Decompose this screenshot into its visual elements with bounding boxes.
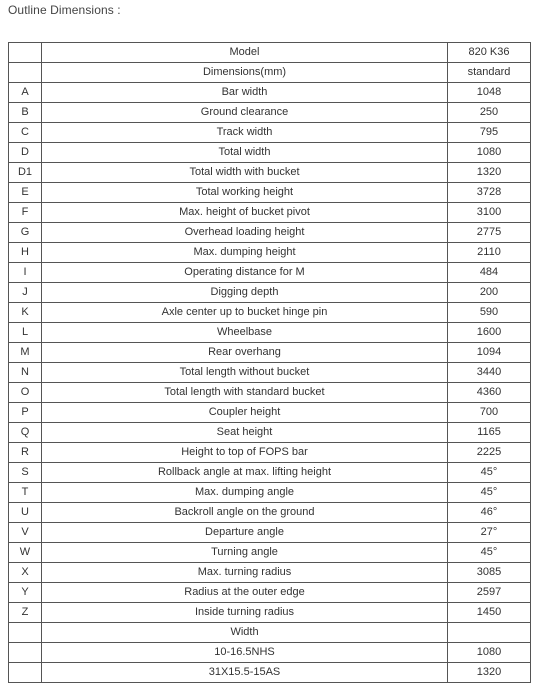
table-header-row bbox=[9, 63, 531, 83]
width-section-row bbox=[9, 623, 531, 643]
row-label-cell: Total length without bucket bbox=[42, 363, 448, 383]
row-code-cell: Z bbox=[9, 603, 42, 623]
row-value-cell: 700 bbox=[448, 403, 531, 423]
row-label-cell: 31X15.5-15AS bbox=[42, 663, 448, 683]
row-code-cell: Q bbox=[9, 423, 42, 443]
row-code-cell bbox=[9, 63, 42, 83]
row-code-cell: G bbox=[9, 223, 42, 243]
row-label-cell: Model bbox=[42, 43, 448, 63]
row-value-cell: 1048 bbox=[448, 83, 531, 103]
tire-width-row bbox=[9, 663, 531, 683]
row-value-cell: 590 bbox=[448, 303, 531, 323]
row-label-cell: Digging depth bbox=[42, 283, 448, 303]
table-row bbox=[9, 603, 531, 623]
table-row bbox=[9, 523, 531, 543]
row-label-cell: Max. height of bucket pivot bbox=[42, 203, 448, 223]
row-value-cell: 45° bbox=[448, 543, 531, 563]
row-code-cell: K bbox=[9, 303, 42, 323]
row-label-cell: Coupler height bbox=[42, 403, 448, 423]
row-value-cell: 1094 bbox=[448, 343, 531, 363]
table-row bbox=[9, 543, 531, 563]
table-row bbox=[9, 303, 531, 323]
row-value-cell: 45° bbox=[448, 483, 531, 503]
row-label-cell: Inside turning radius bbox=[42, 603, 448, 623]
row-label-cell: Overhead loading height bbox=[42, 223, 448, 243]
table-row bbox=[9, 183, 531, 203]
tire-width-row bbox=[9, 643, 531, 663]
row-label-cell: Max. dumping angle bbox=[42, 483, 448, 503]
row-code-cell: J bbox=[9, 283, 42, 303]
row-code-cell: P bbox=[9, 403, 42, 423]
row-code-cell: I bbox=[9, 263, 42, 283]
table-row bbox=[9, 283, 531, 303]
row-label-cell: Operating distance for M bbox=[42, 263, 448, 283]
table-row bbox=[9, 223, 531, 243]
row-value-cell: 1600 bbox=[448, 323, 531, 343]
row-label-cell: Track width bbox=[42, 123, 448, 143]
row-value-cell: standard bbox=[448, 63, 531, 83]
row-code-cell: S bbox=[9, 463, 42, 483]
row-code-cell bbox=[9, 623, 42, 643]
row-value-cell: 2775 bbox=[448, 223, 531, 243]
row-value-cell: 2110 bbox=[448, 243, 531, 263]
table-row bbox=[9, 483, 531, 503]
table-header-row bbox=[9, 43, 531, 63]
table-row bbox=[9, 403, 531, 423]
row-label-cell: Turning angle bbox=[42, 543, 448, 563]
row-code-cell bbox=[9, 643, 42, 663]
row-code-cell: L bbox=[9, 323, 42, 343]
row-code-cell: R bbox=[9, 443, 42, 463]
table-row bbox=[9, 423, 531, 443]
row-code-cell: N bbox=[9, 363, 42, 383]
table-row bbox=[9, 263, 531, 283]
page-heading: Outline Dimensions : bbox=[8, 3, 121, 17]
table-row bbox=[9, 363, 531, 383]
row-label-cell: Dimensions(mm) bbox=[42, 63, 448, 83]
row-label-cell: Bar width bbox=[42, 83, 448, 103]
row-value-cell: 3728 bbox=[448, 183, 531, 203]
row-label-cell: Departure angle bbox=[42, 523, 448, 543]
table-row bbox=[9, 503, 531, 523]
row-code-cell: V bbox=[9, 523, 42, 543]
row-value-cell: 2225 bbox=[448, 443, 531, 463]
row-label-cell: Ground clearance bbox=[42, 103, 448, 123]
row-code-cell: T bbox=[9, 483, 42, 503]
row-code-cell: B bbox=[9, 103, 42, 123]
table-row bbox=[9, 143, 531, 163]
row-label-cell: Axle center up to bucket hinge pin bbox=[42, 303, 448, 323]
row-code-cell: F bbox=[9, 203, 42, 223]
row-code-cell: E bbox=[9, 183, 42, 203]
table-row bbox=[9, 343, 531, 363]
row-label-cell: 10-16.5NHS bbox=[42, 643, 448, 663]
row-value-cell: 1080 bbox=[448, 643, 531, 663]
row-label-cell: Wheelbase bbox=[42, 323, 448, 343]
row-label-cell: Total working height bbox=[42, 183, 448, 203]
row-value-cell: 1320 bbox=[448, 163, 531, 183]
table-row bbox=[9, 83, 531, 103]
row-value-cell: 45° bbox=[448, 463, 531, 483]
table-row bbox=[9, 463, 531, 483]
row-value-cell: 2597 bbox=[448, 583, 531, 603]
row-code-cell: W bbox=[9, 543, 42, 563]
dimensions-table bbox=[8, 42, 531, 683]
row-label-cell: Rear overhang bbox=[42, 343, 448, 363]
table-row bbox=[9, 123, 531, 143]
row-value-cell: 1450 bbox=[448, 603, 531, 623]
row-value-cell: 1080 bbox=[448, 143, 531, 163]
row-value-cell: 200 bbox=[448, 283, 531, 303]
row-code-cell: X bbox=[9, 563, 42, 583]
table-row bbox=[9, 443, 531, 463]
row-code-cell: M bbox=[9, 343, 42, 363]
row-code-cell: O bbox=[9, 383, 42, 403]
row-label-cell: Seat height bbox=[42, 423, 448, 443]
row-label-cell: Total width bbox=[42, 143, 448, 163]
table-row bbox=[9, 243, 531, 263]
row-code-cell: D bbox=[9, 143, 42, 163]
row-value-cell: 3440 bbox=[448, 363, 531, 383]
row-label-cell: Radius at the outer edge bbox=[42, 583, 448, 603]
row-value-cell: 4360 bbox=[448, 383, 531, 403]
row-code-cell bbox=[9, 663, 42, 683]
row-value-cell: 795 bbox=[448, 123, 531, 143]
row-value-cell: 820 K36 bbox=[448, 43, 531, 63]
width-section-title: Width bbox=[42, 623, 448, 643]
table-row bbox=[9, 163, 531, 183]
table-row bbox=[9, 103, 531, 123]
table-row bbox=[9, 323, 531, 343]
row-code-cell: H bbox=[9, 243, 42, 263]
row-value-cell bbox=[448, 623, 531, 643]
row-label-cell: Height to top of FOPS bar bbox=[42, 443, 448, 463]
table-row bbox=[9, 583, 531, 603]
row-label-cell: Rollback angle at max. lifting height bbox=[42, 463, 448, 483]
row-value-cell: 3085 bbox=[448, 563, 531, 583]
row-value-cell: 46° bbox=[448, 503, 531, 523]
row-code-cell: Y bbox=[9, 583, 42, 603]
table-row bbox=[9, 563, 531, 583]
row-label-cell: Total length with standard bucket bbox=[42, 383, 448, 403]
row-value-cell: 27° bbox=[448, 523, 531, 543]
table-row bbox=[9, 203, 531, 223]
row-code-cell: D1 bbox=[9, 163, 42, 183]
row-label-cell: Backroll angle on the ground bbox=[42, 503, 448, 523]
row-label-cell: Max. dumping height bbox=[42, 243, 448, 263]
row-code-cell bbox=[9, 43, 42, 63]
row-code-cell: A bbox=[9, 83, 42, 103]
row-value-cell: 3100 bbox=[448, 203, 531, 223]
row-label-cell: Total width with bucket bbox=[42, 163, 448, 183]
row-value-cell: 1165 bbox=[448, 423, 531, 443]
row-value-cell: 484 bbox=[448, 263, 531, 283]
table-row bbox=[9, 383, 531, 403]
row-value-cell: 1320 bbox=[448, 663, 531, 683]
row-value-cell: 250 bbox=[448, 103, 531, 123]
row-label-cell: Max. turning radius bbox=[42, 563, 448, 583]
row-code-cell: U bbox=[9, 503, 42, 523]
row-code-cell: C bbox=[9, 123, 42, 143]
